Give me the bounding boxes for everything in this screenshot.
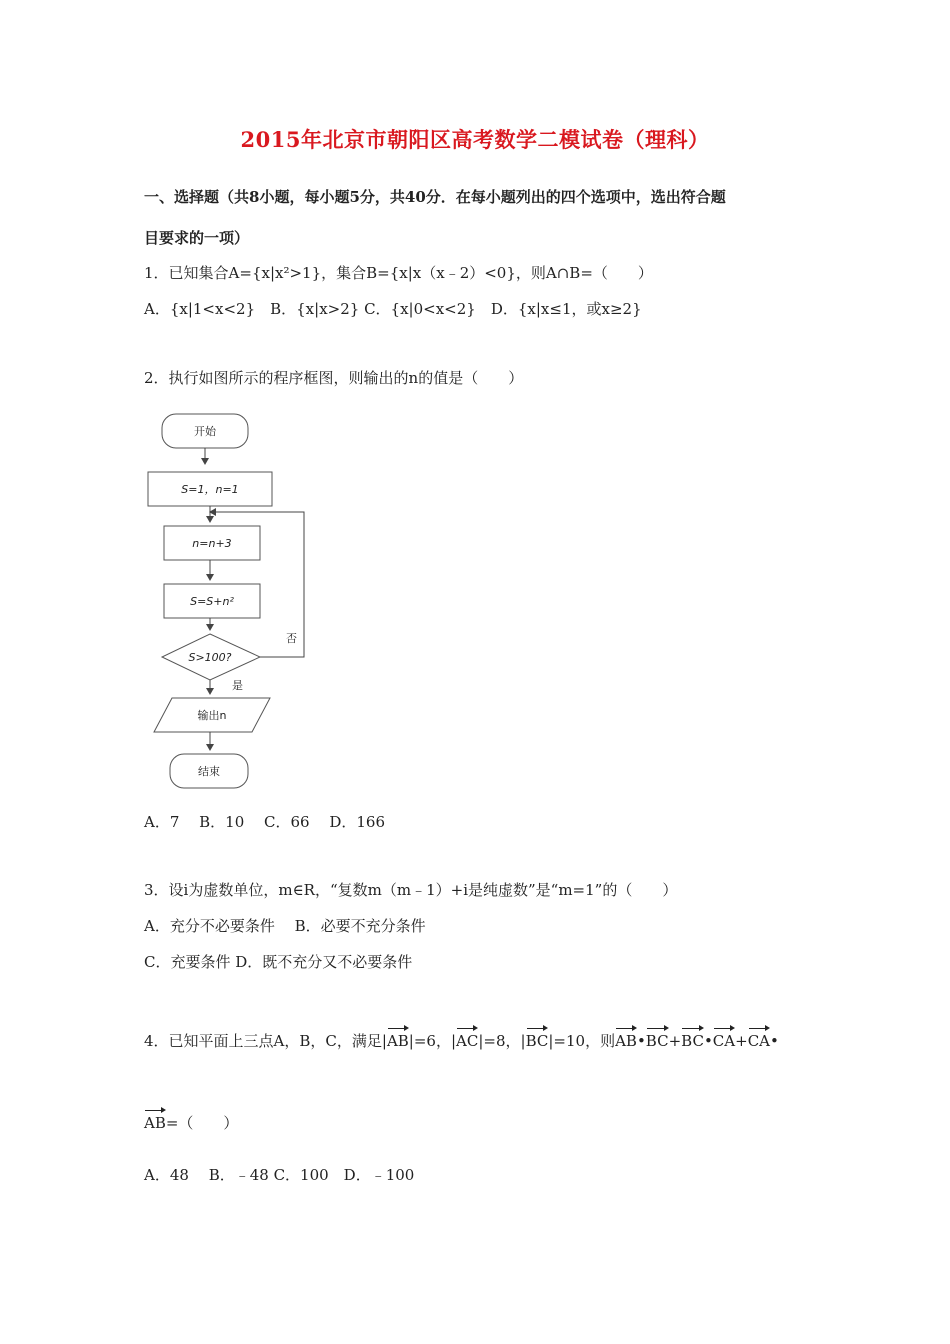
vector-ca: CA <box>713 1026 735 1050</box>
q2-stem: 2．执行如图所示的程序框图，则输出的n的值是（ ） <box>144 369 524 387</box>
plus-operator: + <box>735 1032 748 1050</box>
dot-operator: • <box>770 1032 779 1050</box>
vector-ca: CA <box>748 1026 770 1050</box>
vector-bc: BC <box>681 1026 704 1050</box>
vector-ab: AB <box>615 1026 637 1050</box>
q3-stem: 3．设i为虚数单位，m∈R，“复数m（m﹣1）+i是纯虚数”是“m=1”的（ ） <box>144 881 678 899</box>
dot-operator: • <box>703 1032 713 1050</box>
vector-ab: AB <box>387 1026 409 1050</box>
flow-step1-label: n=n+3 <box>192 537 232 550</box>
q2-options: A．7 B．10 C．66 D．166 <box>144 813 386 831</box>
q4-text: |=8，| <box>478 1032 526 1050</box>
q4-stem-cont <box>144 1108 238 1133</box>
page-title: 2015年北京市朝阳区高考数学二模试卷（理科） <box>240 127 710 152</box>
q1-options: A．{x|1<x<2} B．{x|x>2} C．{x|0<x<2} D．{x|x≤1，或x≥2} <box>144 300 642 318</box>
flow-start-label: 开始 <box>194 425 216 438</box>
q3-options-line1: A．充分不必要条件 B．必要不充分条件 <box>144 917 426 935</box>
q4-text: |=6，| <box>408 1032 457 1050</box>
q4-text: 4．已知平面上三点A，B，C，满足| <box>144 1032 387 1050</box>
vector-bc: BC <box>646 1026 669 1050</box>
dot-operator: • <box>636 1032 646 1050</box>
flow-no-label: 否 <box>286 632 297 645</box>
plus-operator: + <box>668 1032 682 1050</box>
flow-decision-label: S>100? <box>188 651 232 664</box>
flow-yes-label: 是 <box>232 679 243 692</box>
q4-text: =（ ） <box>165 1114 239 1132</box>
q3-options-line2: C．充要条件 D．既不充分又不必要条件 <box>144 953 413 971</box>
flow-init-label: S=1，n=1 <box>181 483 239 496</box>
q4-options: A．48 B．﹣48 C．100 D．﹣100 <box>144 1166 415 1184</box>
section-heading: 一、选择题（共8小题，每小题5分，共40分．在每小题列出的四个选项中，选出符合题 <box>144 188 726 206</box>
q4-stem <box>144 1026 779 1051</box>
vector-bc: BC <box>526 1026 549 1050</box>
vector-ab: AB <box>144 1108 166 1132</box>
flow-output-label: 输出n <box>197 709 227 722</box>
flowchart <box>144 412 314 794</box>
vector-ac: AC <box>456 1026 478 1050</box>
q4-text: |=10，则 <box>548 1032 616 1050</box>
flow-end-label: 结束 <box>198 765 220 778</box>
q1-stem: 1．已知集合A={x|x²>1}，集合B={x|x（x﹣2）<0}，则A∩B=（ ） <box>144 264 653 282</box>
flow-step2-label: S=S+n² <box>190 595 234 608</box>
section-heading-cont: 目要求的一项） <box>144 229 250 247</box>
